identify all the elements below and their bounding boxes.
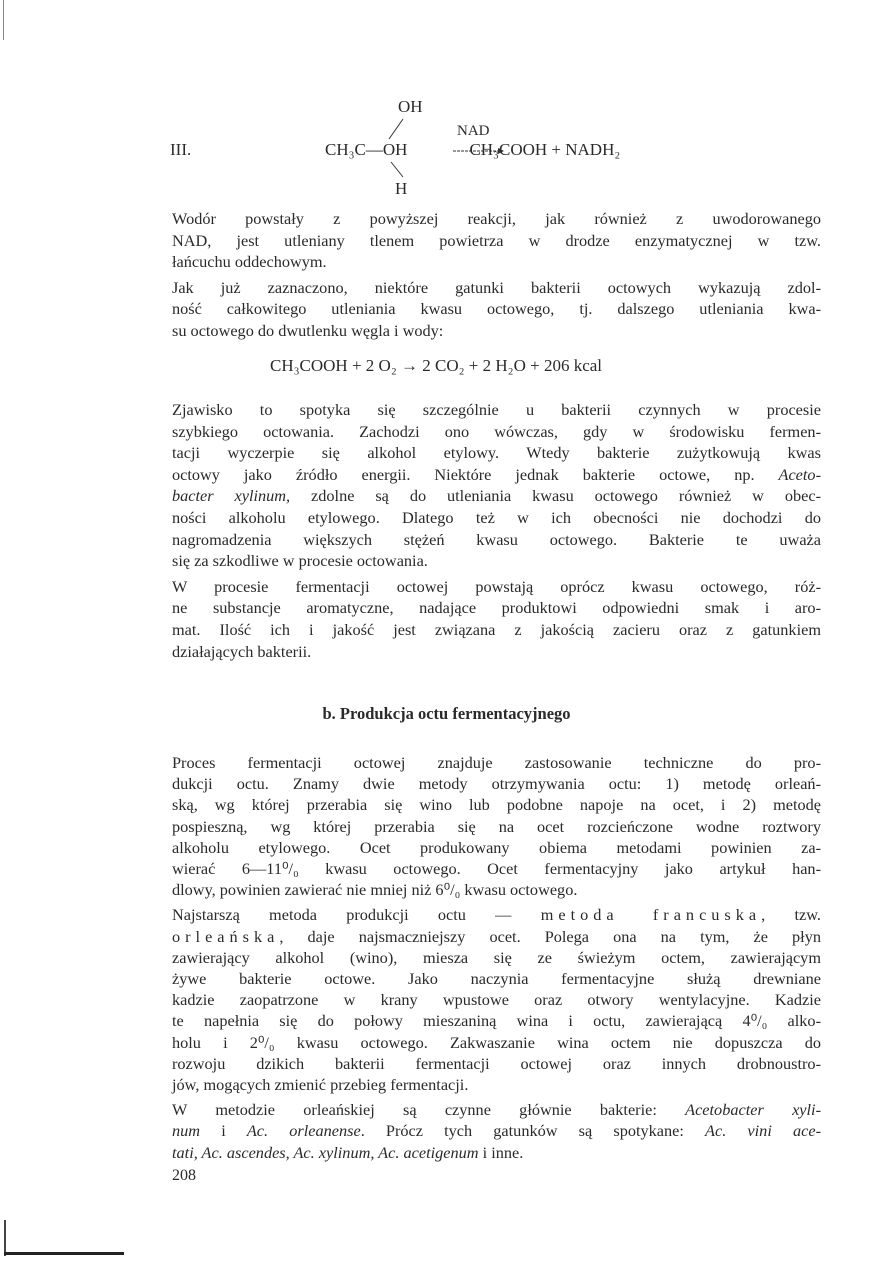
spaced-term: orleańska <box>172 926 280 946</box>
reactant-formula: CH₃C—OH <box>325 140 408 159</box>
text-block-3 <box>172 752 821 1167</box>
text-segment: mat. Ilość ich i jakość jest związana z jakością zacieru oraz z gatunkiem <box>172 619 821 639</box>
text-line <box>172 904 821 925</box>
text-line <box>172 208 821 230</box>
paragraph <box>172 208 821 273</box>
text-segment: , daje najsmaczniejszy ocet. Polega ona na tym, że płyn <box>279 926 821 946</box>
text-line <box>172 816 821 837</box>
text-segment: dlowy, powinien zawierać nie mniej niż 6⁰/₀ kwasu octowego. <box>172 880 578 900</box>
text-segment: zawierający alkohol (wino), miesza się ze świeżym octem, zawierającym <box>172 947 821 967</box>
text-line <box>172 794 821 815</box>
text-line <box>172 1120 821 1141</box>
text-segment: . Prócz tych gatunków są spotykane: <box>360 1121 706 1141</box>
spaced-term: metoda francuska <box>540 905 762 925</box>
text-segment: holu i 2⁰/₀ kwasu octowego. Zakwaszanie wina octem nie dopuszcza do <box>172 1032 821 1052</box>
text-line <box>172 773 821 794</box>
catalyst-label: NAD <box>457 123 490 139</box>
text-segment: pospieszną, wg której przerabia się na ocet rozcieńczone wodne roztwory <box>172 816 821 836</box>
text-line <box>172 464 821 486</box>
text-segment: i inne. <box>478 1142 524 1162</box>
text-line <box>172 550 821 572</box>
paragraph <box>172 399 821 572</box>
text-line <box>172 320 821 342</box>
text-segment: W procesie fermentacji octowej powstają oprócz kwasu octowego, róż- <box>172 576 821 596</box>
text-segment: te napełnia się do połowy mieszaniną wina i octu, zawierającą 4⁰/₀ alko- <box>172 1011 821 1031</box>
section-heading: b. Produkcja octu fermentacyjnego <box>322 704 571 723</box>
italic-term: Aceto- <box>778 464 821 484</box>
text-segment: Zjawisko to spotyka się szczególnie u bakterii czynnych w procesie <box>172 400 821 419</box>
equation-number: III. <box>170 140 192 159</box>
italic-term: Ac. orleanense <box>246 1121 361 1141</box>
italic-term: num <box>172 1121 201 1141</box>
text-segment: i <box>200 1121 247 1141</box>
text-line <box>172 251 821 273</box>
reactant <box>325 140 620 160</box>
text-block-1 <box>172 208 821 346</box>
reaction-equation-iii <box>170 95 820 198</box>
text-line <box>172 529 821 551</box>
text-segment: żywe bakterie octowe. Jako naczynia fermentacyjne służą drewniane <box>172 969 821 989</box>
text-segment: Jak już zaznaczono, niektóre gatunki bakterii octowych wykazują zdol- <box>172 277 821 297</box>
text-segment: Wodór powstały z powyższej reakcji, jak również z uwodorowanego <box>172 209 821 228</box>
text-segment: dukcji octu. Znamy dwie metody otrzymywania octu: 1) metodę orleań- <box>172 774 821 794</box>
text-line <box>172 879 821 900</box>
paragraph <box>172 576 821 662</box>
text-line <box>172 485 821 507</box>
text-line <box>172 277 821 299</box>
oxidation-equation: CH₃COOH + 2 O₂ → 2 CO₂ + 2 H₂O + 206 kcal <box>270 356 603 375</box>
scan-edge-mark <box>4 1220 6 1256</box>
text-segment: su octowego do dwutlenku węgla i wody: <box>172 320 444 340</box>
text-line <box>172 421 821 443</box>
text-line <box>172 399 821 421</box>
text-line <box>172 230 821 252</box>
text-line <box>172 442 821 464</box>
text-line <box>172 1099 821 1120</box>
scan-edge-mark <box>4 1252 124 1255</box>
text-segment: wierać 6—11⁰/₀ kwasu octowego. Ocet fermentacyjny jako artykuł han- <box>172 859 821 879</box>
text-segment: ność całkowitego utleniania kwasu octowego, tj. dalszego utleniania kwa- <box>172 299 821 319</box>
text-segment: kadzie zaopatrzone w krany wpustowe oraz otwory wentylacyjne. Kadzie <box>172 990 821 1010</box>
text-segment: NAD, jest utleniany tlenem powietrza w drodze enzymatycznej w tzw. <box>172 230 821 250</box>
text-line <box>172 576 821 598</box>
text-segment: ską, wg której przerabia się wino lub podobne napoje na ocet, i 2) metodę <box>172 795 821 815</box>
products-formula: CH₃COOH + NADH₂ <box>469 140 621 159</box>
text-segment: octowy jako źródło energii. Niektóre jednak bakterie octowe, np. <box>172 464 779 484</box>
text-line <box>172 752 821 773</box>
text-line <box>172 968 821 989</box>
scan-edge-mark <box>3 0 4 40</box>
text-line <box>172 1010 821 1031</box>
hydroxyl-group: OH <box>398 97 423 116</box>
text-line <box>172 1074 821 1095</box>
text-line <box>172 641 821 663</box>
text-block-2 <box>172 399 821 666</box>
text-line <box>172 837 821 858</box>
text-line <box>172 298 821 320</box>
hydrogen-atom: H <box>395 179 408 198</box>
page-number: 208 <box>172 1167 196 1184</box>
text-line <box>172 619 821 641</box>
text-line <box>172 1032 821 1053</box>
text-segment: łańcuchu oddechowym. <box>172 252 327 272</box>
italic-term: Ac. vini ace- <box>705 1121 822 1141</box>
text-segment: tacji wyczerpie się alkohol etylowy. Wtedy bakterie zużytkowują kwas <box>172 443 821 463</box>
italic-term: Acetobacter xyli- <box>685 1100 821 1120</box>
paragraph <box>172 277 821 342</box>
text-line <box>172 597 821 619</box>
text-segment: , tzw. <box>761 905 821 925</box>
text-segment: alkoholu etylowego. Ocet produkowany obiema metodami powinien za- <box>172 837 821 857</box>
text-segment: szybkiego octowania. Zachodzi ono wówczas, gdy w środowisku fermen- <box>172 421 821 441</box>
text-line <box>172 507 821 529</box>
text-segment: rozwoju dzikich bakterii fermentacji octowej oraz innych drobnoustro- <box>172 1053 821 1073</box>
italic-term: tati, Ac. ascendes, Ac. xylinum, Ac. acetigenum <box>172 1142 479 1162</box>
italic-term: bacter xylinum, <box>172 486 291 506</box>
text-segment: się za szkodliwe w procesie octowania. <box>172 551 428 571</box>
text-segment: zdolne są do utleniania kwasu octowego również w obec- <box>290 486 821 506</box>
text-line <box>172 926 821 947</box>
text-line <box>172 1053 821 1074</box>
paragraph <box>172 752 821 900</box>
text-segment: ności alkoholu etylowego. Dlatego też w ich obecności nie dochodzi do <box>172 507 821 527</box>
text-segment: jów, mogących zmienić przebieg fermentacji. <box>172 1075 469 1095</box>
text-line <box>172 989 821 1010</box>
text-segment: W metodzie orleańskiej są czynne głównie bakterie: <box>172 1100 686 1120</box>
text-segment: Proces fermentacji octowej znajduje zastosowanie techniczne do pro- <box>172 753 821 772</box>
text-line <box>172 947 821 968</box>
text-line <box>172 1142 821 1163</box>
text-segment: Najstarszą metoda produkcji octu — <box>172 905 541 925</box>
text-segment: działających bakterii. <box>172 641 312 661</box>
text-segment: nagromadzenia większych stężeń kwasu octowego. Bakterie te uważa <box>172 529 821 549</box>
paragraph <box>172 1099 821 1163</box>
text-line <box>172 858 821 879</box>
paragraph <box>172 904 821 1095</box>
text-segment: ne substancje aromatyczne, nadające produktowi odpowiedni smak i aro- <box>172 598 821 618</box>
